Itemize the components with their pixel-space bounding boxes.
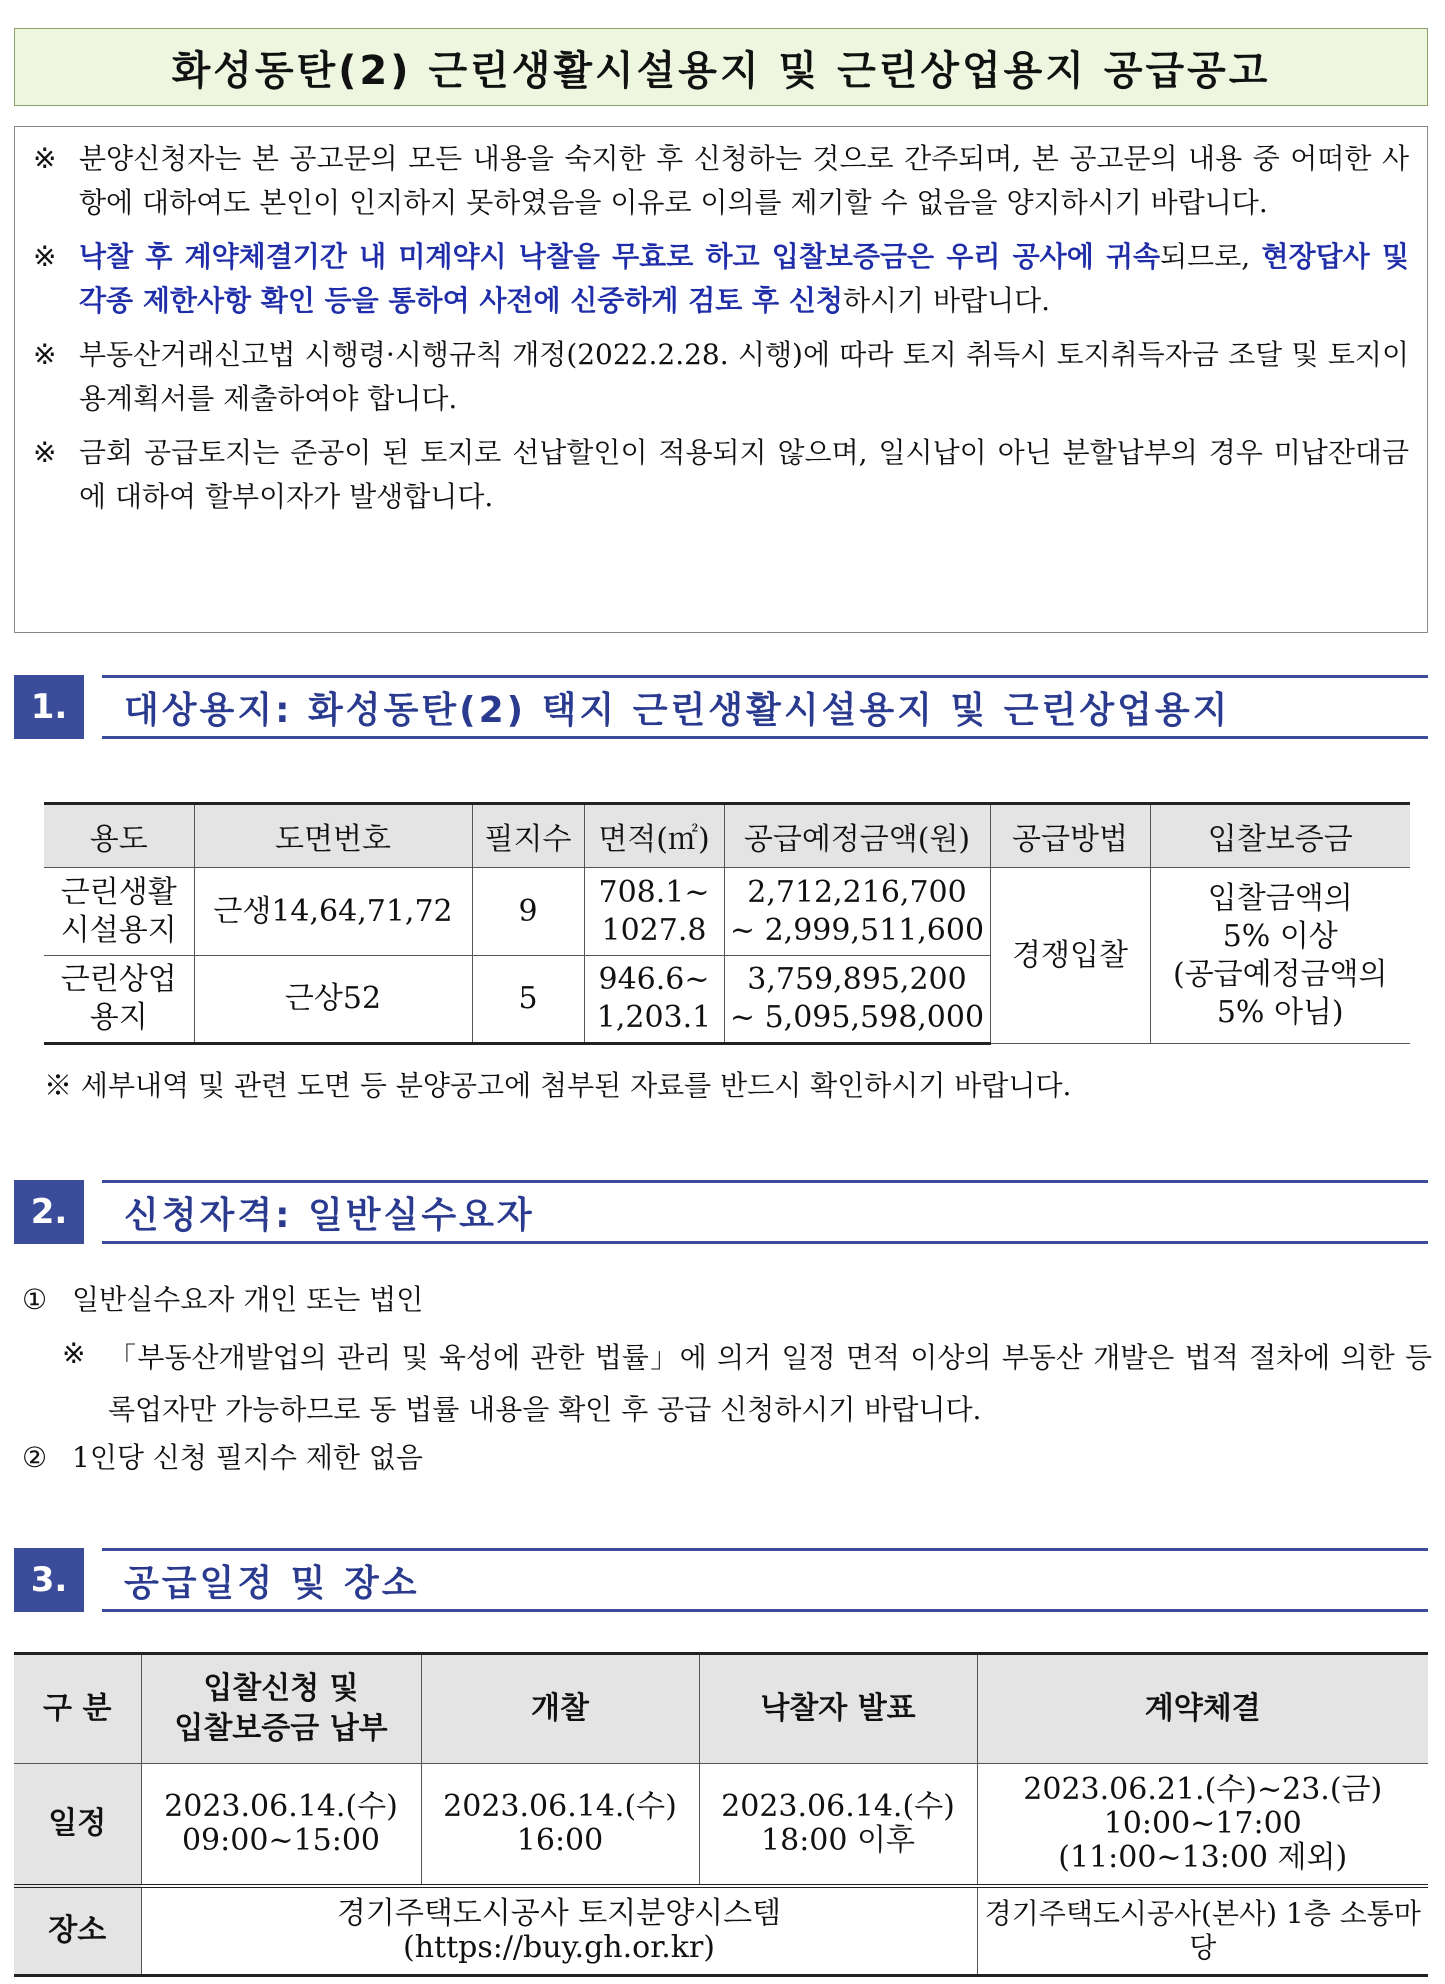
header-deposit: 입찰보증금	[1150, 804, 1410, 868]
cell-area: 946.6~ 1,203.1	[584, 956, 724, 1044]
notice-emphasis: 현장답사 및 각종 제한사항 확인 등을 통하여 사전에 신중하게 검토 후 신청	[79, 240, 1409, 317]
schedule-contract: 2023.06.21.(수)~23.(금) 10:00~17:00 (11:00~13:00 제외)	[977, 1764, 1428, 1887]
notice-segment: 되므로,	[1160, 240, 1262, 273]
schedule-opening: 2023.06.14.(수) 16:00	[421, 1764, 699, 1887]
target-land-table	[44, 802, 1410, 1045]
header-winner-announcement: 낙찰자 발표	[699, 1654, 977, 1764]
schedule-row	[14, 1764, 1428, 1887]
table-header-row	[44, 804, 1410, 868]
notice-text	[79, 431, 1409, 519]
item-2-mark: ②	[22, 1441, 48, 1474]
place-office: 경기주택도시공사(본사) 1층 소통마당	[977, 1886, 1428, 1976]
section-3-header	[14, 1548, 1428, 1612]
notice-item	[33, 235, 1409, 323]
notice-item	[33, 431, 1409, 519]
notice-mark: ※	[33, 142, 57, 175]
notice-mark: ※	[33, 240, 57, 273]
cell-lot: 근생14,64,71,72	[194, 868, 472, 956]
notice-text	[79, 333, 1409, 421]
cell-price: 3,759,895,200 ~ 5,095,598,000	[724, 956, 990, 1044]
header-contract: 계약체결	[977, 1654, 1428, 1764]
place-row	[14, 1886, 1428, 1976]
section-1-number: 1.	[14, 675, 84, 739]
place-online: 경기주택도시공사 토지분양시스템 (https://buy.gh.or.kr)	[141, 1886, 977, 1976]
item-1-text: 일반실수요자 개인 또는 법인	[72, 1283, 424, 1316]
qualification-item-1	[22, 1278, 423, 1322]
schedule-table	[14, 1652, 1428, 1977]
cell-use: 근린상업 용지	[44, 956, 194, 1044]
notice-mark: ※	[33, 338, 57, 371]
page-title-box	[14, 28, 1428, 106]
header-count: 필지수	[472, 804, 584, 868]
section-1-title: 대상용지: 화성동탄(2) 택지 근린생활시설용지 및 근린상업용지	[102, 675, 1428, 739]
notice-item	[33, 333, 1409, 421]
item-1-mark: ①	[22, 1283, 48, 1316]
notice-segment: 부동산거래신고법 시행령·시행규칙 개정(2022.2.28. 시행)에 따라 토지 취득시 토지취득자금 조달 및 토지이용계획서를 제출하여야 합니다.	[79, 338, 1409, 415]
section-1-footnote: ※ 세부내역 및 관련 도면 등 분양공고에 첨부된 자료를 반드시 확인하시기 바랍니다.	[44, 1069, 1072, 1102]
place-label: 장소	[14, 1886, 141, 1976]
cell-use: 근린생활 시설용지	[44, 868, 194, 956]
notice-segment: 분양신청자는 본 공고문의 모든 내용을 숙지한 후 신청하는 것으로 간주되며, 본 공고문의 내용 중 어떠한 사항에 대하여도 본인이 인지하지 못하였음을 이유로 이의를 제기할 수 없음을 양지하시기 바랍니다.	[79, 142, 1409, 219]
notice-text	[79, 137, 1409, 225]
cell-lot: 근상52	[194, 956, 472, 1044]
notice-box	[14, 126, 1428, 633]
section-3-title: 공급일정 및 장소	[102, 1548, 1428, 1612]
cell-price: 2,712,216,700 ~ 2,999,511,600	[724, 868, 990, 956]
notice-mark: ※	[33, 436, 57, 469]
notice-item	[33, 137, 1409, 225]
schedule-label: 일정	[14, 1764, 141, 1887]
cell-method: 경쟁입찰	[990, 868, 1150, 1044]
notice-segment: 하시기 바랍니다.	[842, 284, 1051, 317]
section-3-number: 3.	[14, 1548, 84, 1612]
subnote-mark: ※	[62, 1337, 86, 1370]
notice-emphasis: 낙찰 후 계약체결기간 내 미계약시 낙찰을 무효로 하고 입찰보증금은 우리 공사에 귀속	[79, 240, 1161, 273]
header-method: 공급방법	[990, 804, 1150, 868]
cell-area: 708.1~ 1027.8	[584, 868, 724, 956]
notice-text	[79, 235, 1409, 323]
header-opening: 개찰	[421, 1654, 699, 1764]
section-1-header	[14, 675, 1428, 739]
schedule-bid-application: 2023.06.14.(수) 09:00~15:00	[141, 1764, 421, 1887]
section-2-number: 2.	[14, 1180, 84, 1244]
cell-deposit: 입찰금액의 5% 이상 (공급예정금액의 5% 아님)	[1150, 868, 1410, 1044]
subnote-text: 「부동산개발업의 관리 및 육성에 관한 법률」에 의거 일정 면적 이상의 부동산 개발은 법적 절차에 의한 등록업자만 가능하므로 동 법률 내용을 확인 후 공급 신청하시기 바랍니다.	[108, 1341, 1432, 1426]
qualification-item-2	[22, 1436, 423, 1480]
header-category: 구 분	[14, 1654, 141, 1764]
header-use: 용도	[44, 804, 194, 868]
schedule-winner-announcement: 2023.06.14.(수) 18:00 이후	[699, 1764, 977, 1887]
cell-count: 5	[472, 956, 584, 1044]
item-2-text: 1인당 신청 필지수 제한 없음	[72, 1441, 423, 1474]
qualification-subnote	[62, 1332, 1432, 1436]
header-lot: 도면번호	[194, 804, 472, 868]
section-2-header	[14, 1180, 1428, 1244]
header-bid-application: 입찰신청 및 입찰보증금 납부	[141, 1654, 421, 1764]
schedule-header-row	[14, 1654, 1428, 1764]
section-2-title: 신청자격: 일반실수요자	[102, 1180, 1428, 1244]
header-area: 면적(㎡)	[584, 804, 724, 868]
notice-segment: 금회 공급토지는 준공이 된 토지로 선납할인이 적용되지 않으며, 일시납이 아닌 분할납부의 경우 미납잔대금에 대하여 할부이자가 발생합니다.	[79, 436, 1409, 513]
header-price: 공급예정금액(원)	[724, 804, 990, 868]
page-title: 화성동탄(2) 근린생활시설용지 및 근린상업용지 공급공고	[171, 47, 1271, 94]
cell-count: 9	[472, 868, 584, 956]
table-row	[44, 868, 1410, 956]
